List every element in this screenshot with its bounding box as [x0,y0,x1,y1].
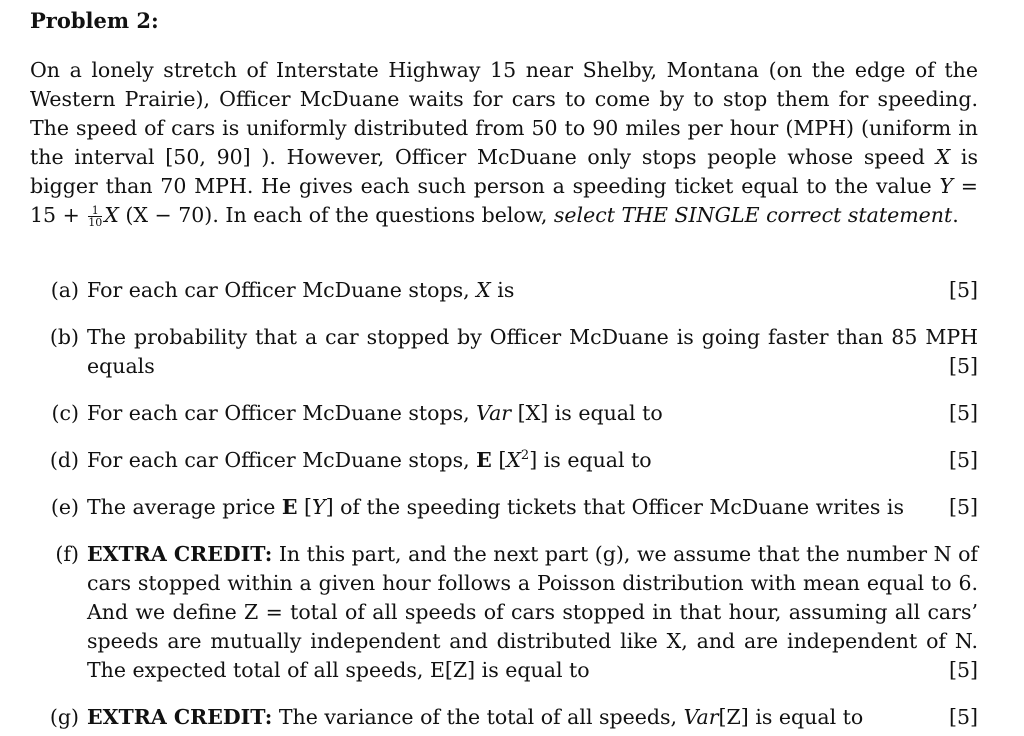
part-g [30,703,978,732]
part-text [87,276,514,305]
formula-x: X [104,203,119,227]
part-math: Y [312,495,326,519]
part-e [30,493,978,522]
problem-title: Problem 2: [30,8,159,33]
points-label: [5] [948,705,978,729]
part-text-post: is [490,278,515,302]
part-text-post: is equal to [548,401,663,425]
intro-text-3: . In each of the questions below, [212,203,554,227]
part-math: X [476,278,491,302]
intro-text-2: is bigger than 70 MPH. He gives each such person a speeding ticket equal to the value [30,145,979,198]
expectation-symbol: E [476,448,492,472]
part-body [87,703,978,732]
expectation-symbol: E [281,495,298,519]
points-label: [5] [948,401,978,425]
part-text: For each car Officer McDuane stops, E $[X^2]$ is equal to [87,448,652,472]
part-text-post: of the speeding tickets that Officer McDuane writes is [333,495,905,519]
part-label: (c) [51,401,79,425]
instruction-text: select THE SINGLE correct statement [553,203,953,227]
part-math: Var [683,705,719,729]
part-a [30,276,978,305]
part-body [87,323,978,381]
part-text: The average price E [Y] of the speeding tickets that Officer McDuane writes is [87,495,905,519]
formula-equals: = 15 + [30,174,978,227]
intro-text-1: On a lonely stretch of Interstate Highway 15 near Shelby, Montana (on the edge of the Western Prairie), Officer McDuane waits for cars to come by to stop them for speeding. The speed of cars is uniformly distributed from 50 to 90 miles per hour (MPH) (uniform in the interval [50, 90] ). However, Officer McDuane only stops people whose speed [30,58,978,169]
part-f [30,540,978,685]
points-label: [5] [948,448,978,472]
fraction-denominator: 10 [88,216,103,229]
part-text-pre: For each car Officer McDuane stops, [87,448,477,472]
part-b [30,323,978,381]
part-math: Var [476,401,512,425]
part-c [30,399,978,428]
part-text-post: is equal to [537,448,652,472]
part-text-pre: The variance of the total of all speeds, [272,705,684,729]
intro-text-4: . [952,203,959,227]
extra-credit-label: EXTRA CREDIT: [87,705,273,729]
part-text [87,399,663,428]
part-text-pre: For each car Officer McDuane stops, [87,278,477,302]
part-body [87,540,978,685]
part-body [87,399,978,428]
part-text-post: is equal to [748,705,864,729]
problem-statement [30,56,978,230]
part-text: In this part, and the next part (g), we assume that the number N of cars stopped within a given hour follows a Poisson distribution with mean equal to 6. And we define Z = total of all speeds of cars stopped in that hour, assuming all cars’ speeds are mutually independent and distributed like X, and are independent of N. The expected total of all speeds, E[Z] is equal to [87,542,979,682]
part-text-pre: For each car Officer McDuane stops, [87,401,477,425]
formula-tail: (X − 70) [118,203,213,227]
part-label: (a) [50,278,79,302]
question-parts [30,276,978,732]
points-label: [5] [948,354,978,378]
points-label: [5] [948,658,978,682]
part-text-pre: The average price [87,495,282,519]
part-text: The probability that a car stopped by Officer McDuane is going faster than 85 MPH equals [87,325,978,378]
points-label: [5] [948,278,978,302]
extra-credit-label: EXTRA CREDIT: [87,542,273,566]
part-label: (f) [55,542,79,566]
part-label: (d) [49,448,79,472]
points-label: [5] [948,495,978,519]
fraction-numerator: 1 [88,205,102,217]
part-label: (g) [49,705,79,729]
part-math-arg: [Z] [718,705,749,729]
intro-var-x: X [935,145,951,169]
formula-y: Y [939,174,954,198]
part-text [87,703,863,732]
formula-fraction [88,205,102,228]
part-body [87,493,978,522]
exponent: 2 [520,448,530,464]
part-body [87,276,978,305]
part-body [87,446,978,475]
part-d [30,446,978,475]
part-label: (b) [49,325,79,349]
part-math: X [506,448,521,472]
part-label: (e) [50,495,79,519]
part-math-arg: [X] [511,401,549,425]
